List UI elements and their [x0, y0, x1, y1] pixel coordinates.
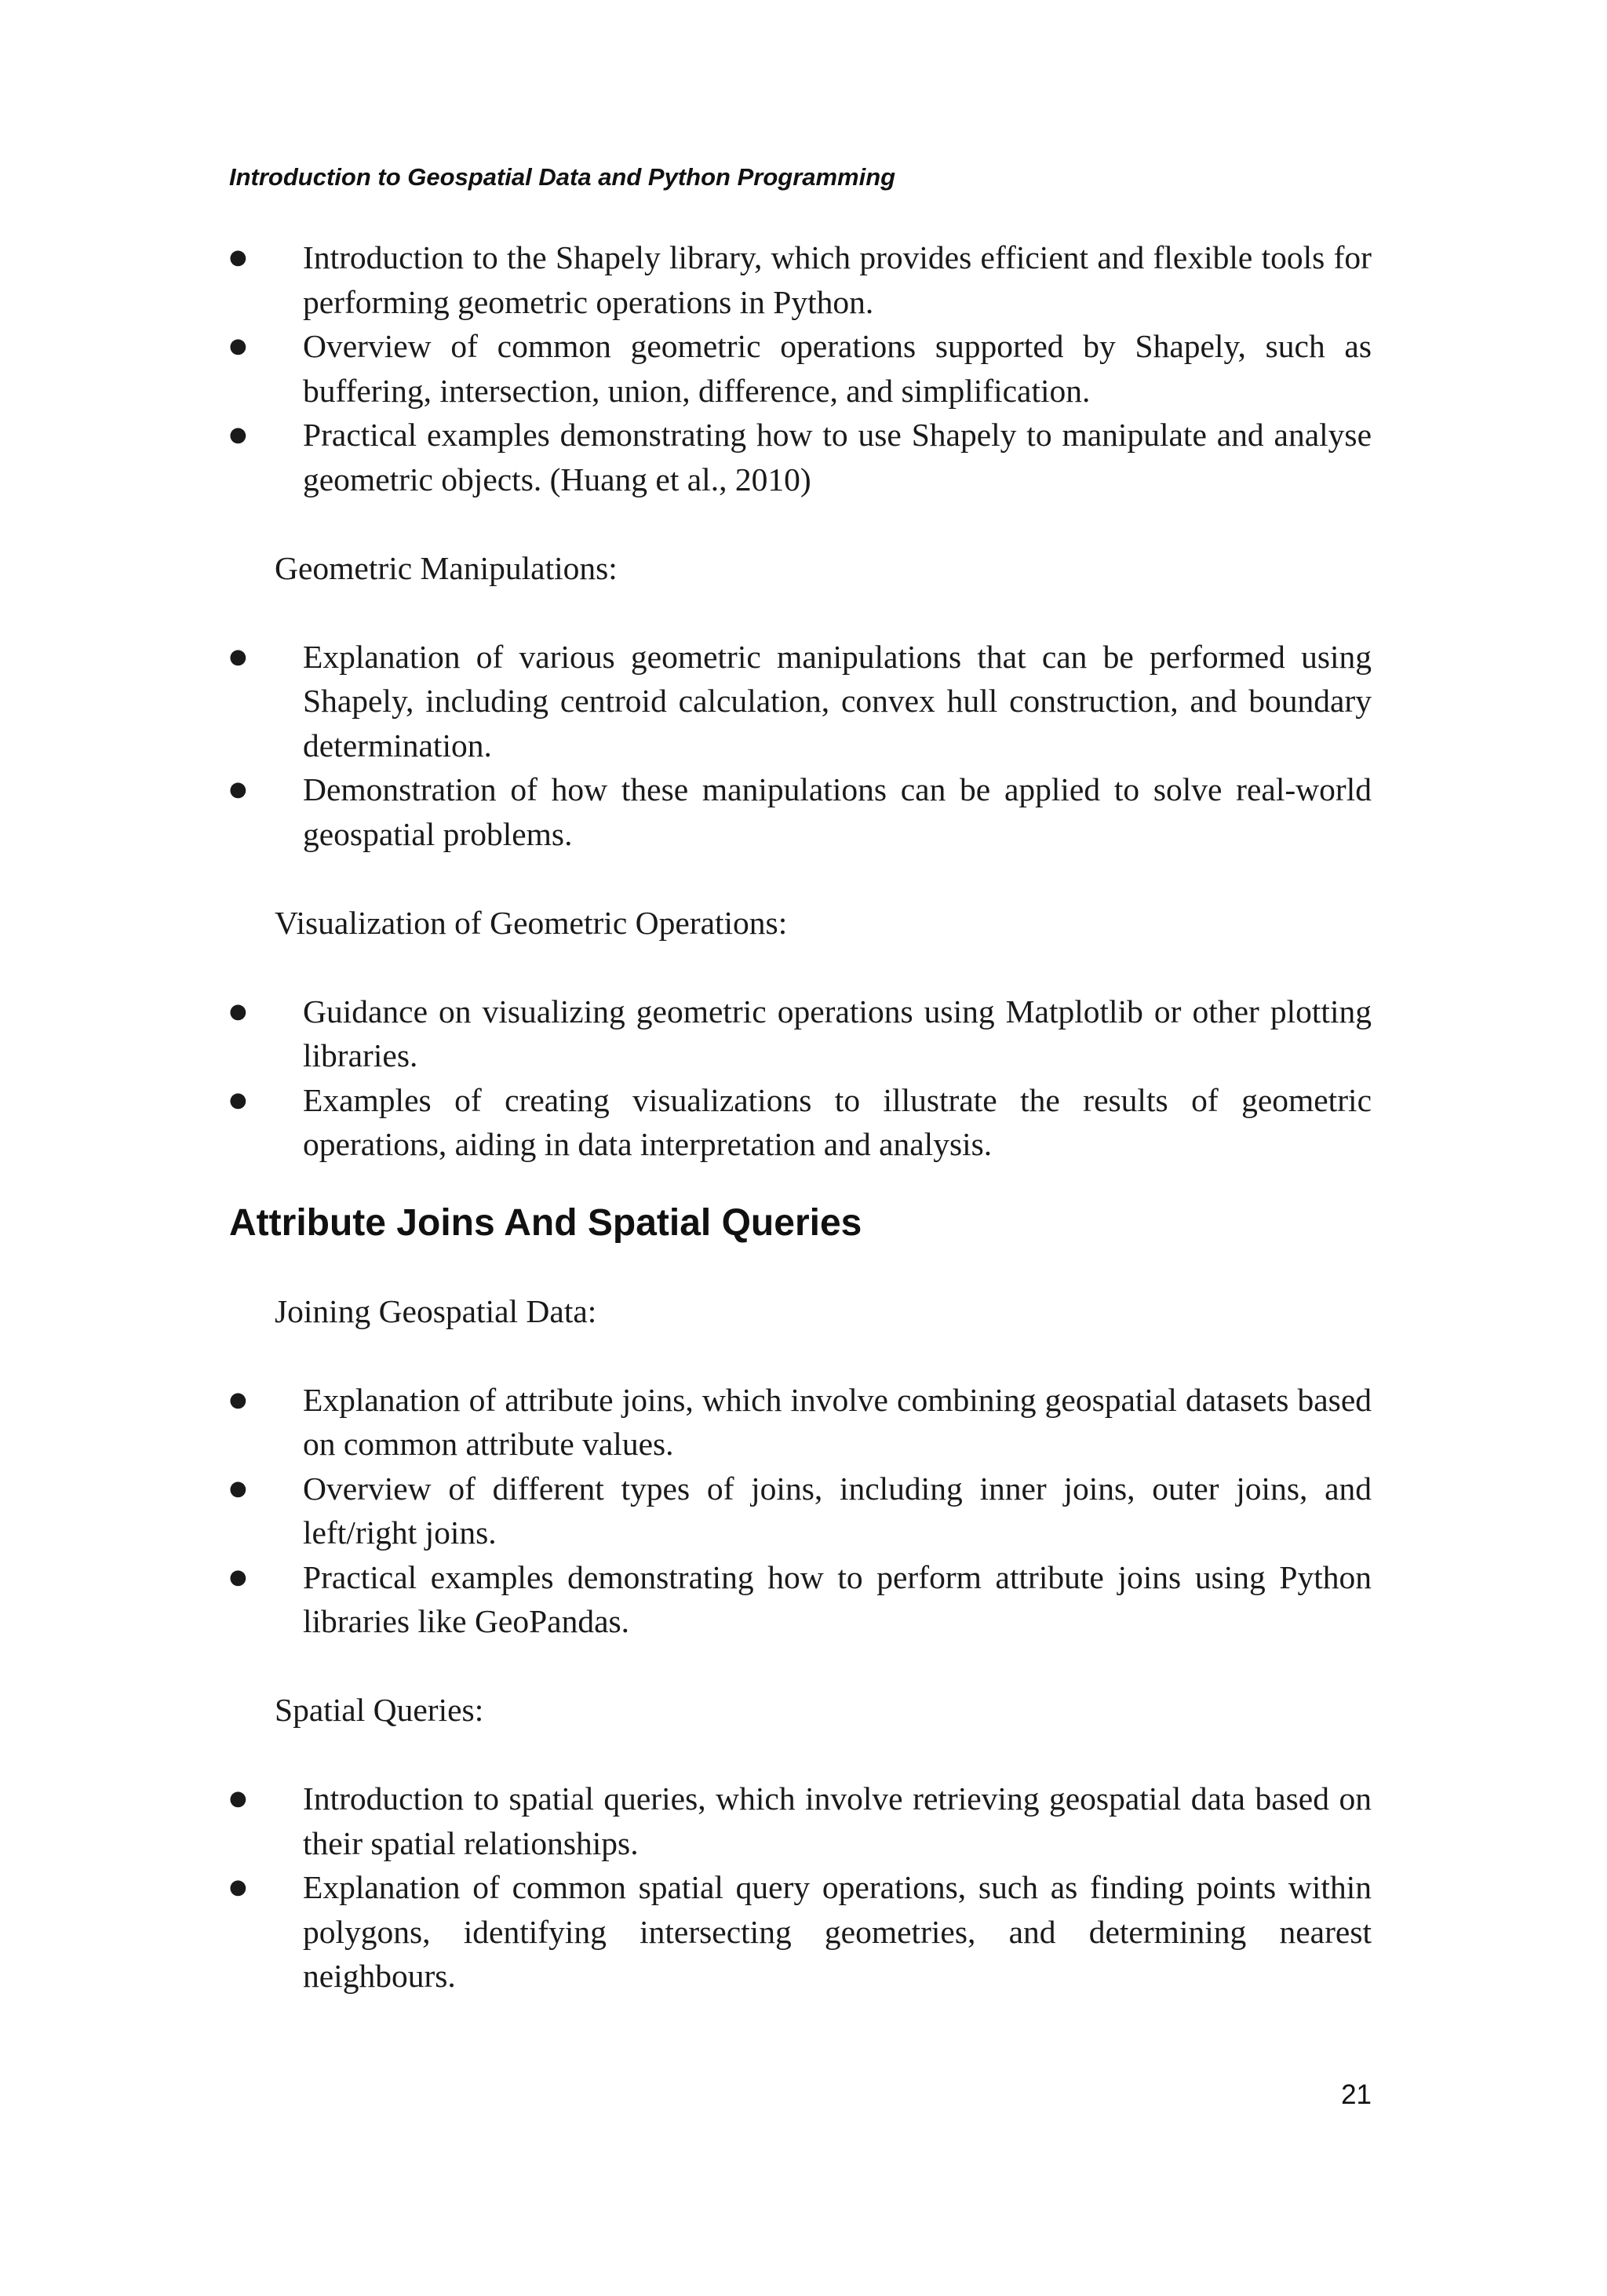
spatial-queries-list — [229, 1777, 1372, 1999]
joining-list — [229, 1378, 1372, 1644]
list-item-text: Overview of different types of joins, including inner joins, outer joins, and left/right joins. — [303, 1470, 1372, 1551]
bullet-icon: ● — [229, 1565, 247, 1589]
bullet-icon: ● — [229, 1476, 247, 1500]
bullet-icon: ● — [229, 999, 247, 1023]
page-number: 21 — [1341, 2079, 1372, 2110]
list-item — [229, 989, 1372, 1078]
list-item-text: Introduction to the Shapely library, which provides efficient and flexible tools for performing geometric operations in Python. — [303, 239, 1372, 320]
list-item — [229, 1865, 1372, 1999]
geometric-manipulations-list — [229, 635, 1372, 857]
subheading-geometric-manipulations: Geometric Manipulations: — [275, 549, 618, 586]
list-item-text: Practical examples demonstrating how to use Shapely to manipulate and analyse geometric objects. (Huang et al., 2010) — [303, 417, 1372, 497]
list-item-text: Practical examples demonstrating how to perform attribute joins using Python libraries like GeoPandas. — [303, 1558, 1372, 1639]
list-item — [229, 235, 1372, 324]
bullet-icon: ● — [229, 778, 247, 801]
subheading-spatial-queries: Spatial Queries: — [275, 1692, 484, 1728]
list-item-text: Examples of creating visualizations to illustrate the results of geometric operations, aiding in data interpretation and analysis. — [303, 1081, 1372, 1162]
subheading-joining: Joining Geospatial Data: — [275, 1292, 597, 1329]
list-item — [229, 635, 1372, 768]
bullet-icon: ● — [229, 644, 247, 669]
list-item — [229, 767, 1372, 856]
bullet-icon: ● — [229, 1787, 247, 1810]
list-item — [229, 1555, 1372, 1644]
list-item-text: Guidance on visualizing geometric operations using Matplotlib or other plotting libraries. — [303, 993, 1372, 1073]
bullet-icon: ● — [229, 334, 247, 358]
list-item — [229, 1078, 1372, 1167]
subheading-visualization: Visualization of Geometric Operations: — [275, 904, 788, 941]
list-item-text: Explanation of common spatial query operations, such as finding points within polygons, identifying intersecting geometries, and determining nearest neighbours. — [303, 1869, 1372, 1994]
running-header: Introduction to Geospatial Data and Python Programming — [229, 163, 896, 191]
list-item — [229, 1467, 1372, 1555]
list-item — [229, 1777, 1372, 1865]
section-heading: Attribute Joins And Spatial Queries — [229, 1201, 862, 1244]
bullet-icon: ● — [229, 1387, 247, 1412]
bullet-icon: ● — [229, 246, 247, 269]
bullet-icon: ● — [229, 1088, 247, 1112]
bullet-icon: ● — [229, 423, 247, 446]
list-item-text: Introduction to spatial queries, which involve retrieving geospatial data based on their spatial relationships. — [303, 1780, 1372, 1861]
list-item-text: Overview of common geometric operations supported by Shapely, such as buffering, intersection, union, difference, and simplification. — [303, 328, 1372, 409]
list-item — [229, 413, 1372, 501]
page-body — [229, 235, 1372, 1999]
bullet-icon: ● — [229, 1875, 247, 1899]
list-item — [229, 1378, 1372, 1467]
list-item-text: Explanation of various geometric manipulations that can be performed using Shapely, including centroid calculation, convex hull construction, and boundary determination. — [303, 638, 1372, 764]
list-item — [229, 324, 1372, 413]
intro-list — [229, 235, 1372, 501]
visualization-list — [229, 989, 1372, 1167]
list-item-text: Demonstration of how these manipulations can be applied to solve real-world geospatial problems. — [303, 771, 1372, 852]
list-item-text: Explanation of attribute joins, which involve combining geospatial datasets based on common attribute values. — [303, 1381, 1372, 1462]
